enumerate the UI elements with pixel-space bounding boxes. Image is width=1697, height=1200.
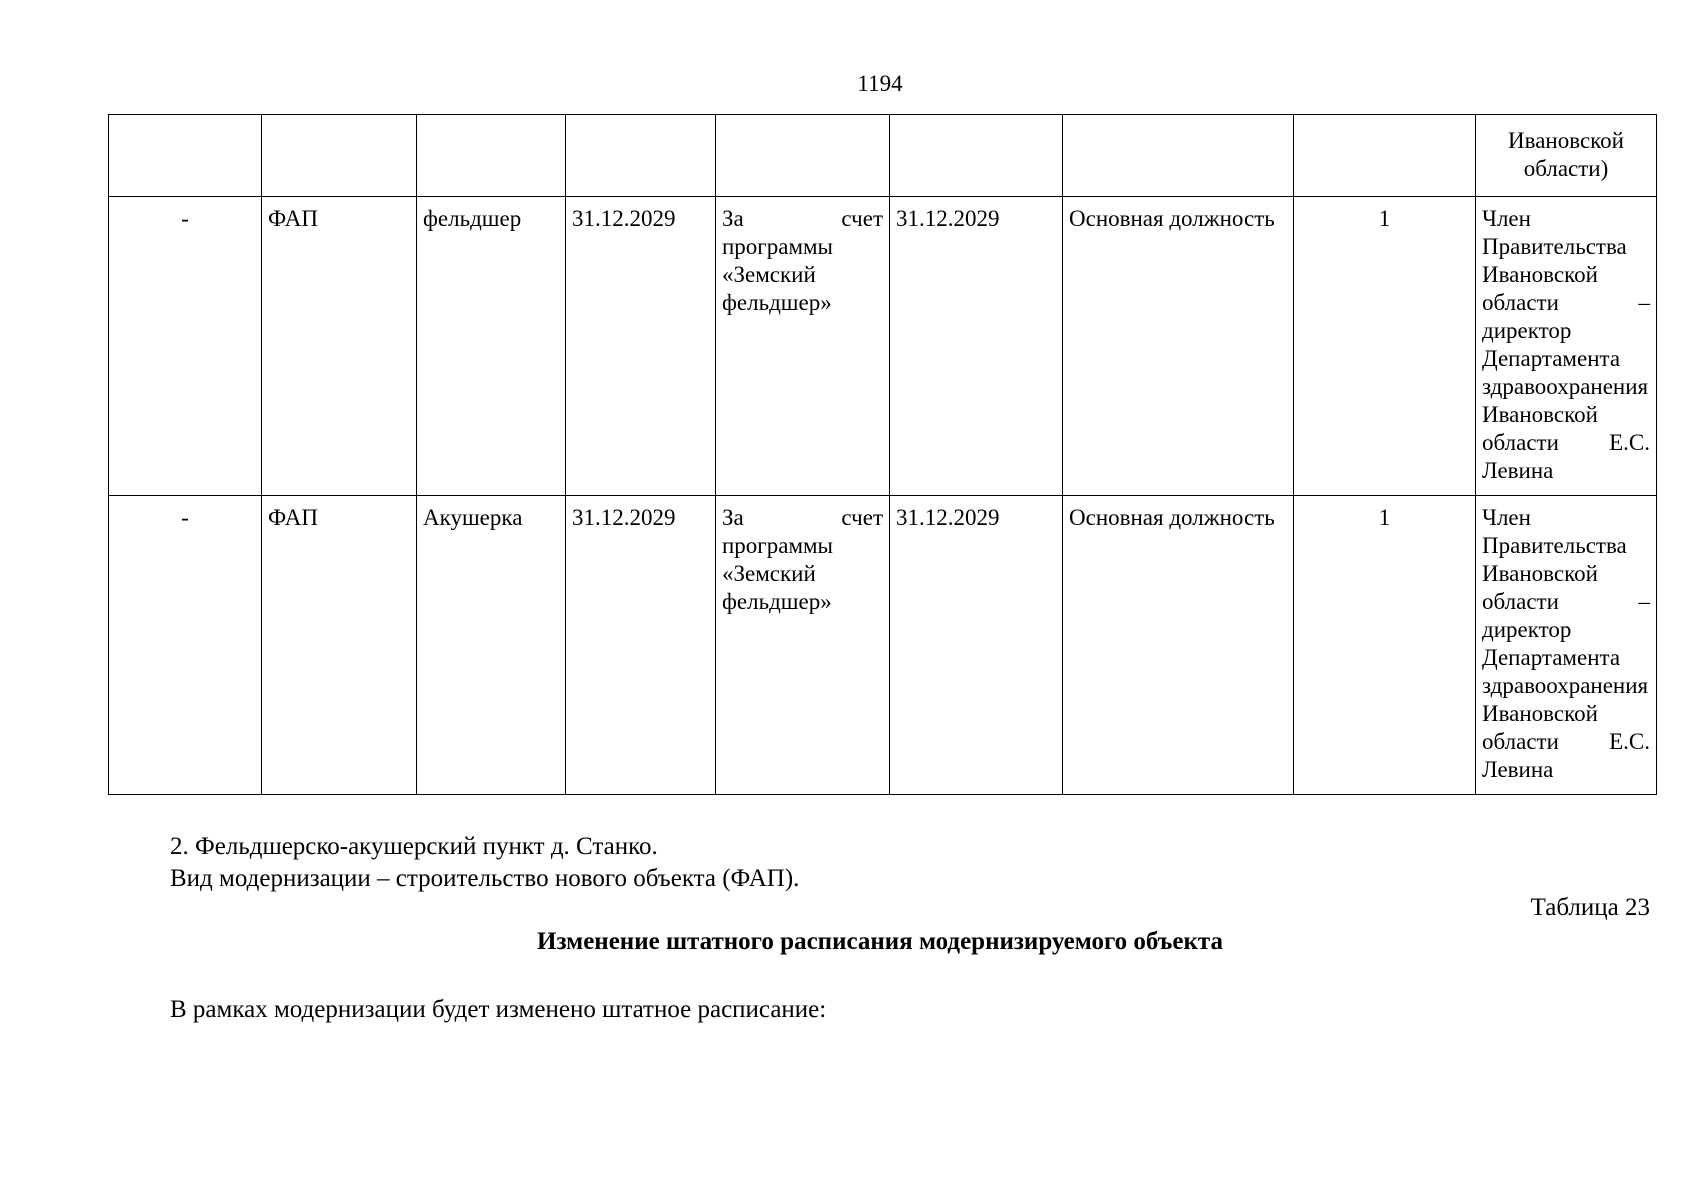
object-cell: ФАП — [262, 496, 417, 795]
date-cell: 31.12.2029 — [890, 496, 1063, 795]
employment-type-cell: Основная должность — [1063, 197, 1294, 496]
table-row — [109, 496, 1657, 795]
date-cell: 31.12.2029 — [566, 496, 716, 795]
funding-cell: За счет программы «Земский фельдшер» — [716, 496, 890, 795]
count-cell: 1 — [1294, 197, 1476, 496]
approver-cell: Член Правительства Ивановской области – директор Департамента здравоохранения Ивановской области Е.С. Левина — [1476, 496, 1657, 795]
table-cell — [1063, 115, 1294, 197]
table-cell — [262, 115, 417, 197]
section-heading: Изменение штатного расписания модернизируемого объекта — [537, 928, 1223, 955]
position-cell: фельдшер — [417, 197, 566, 496]
date-cell: 31.12.2029 — [890, 197, 1063, 496]
table-label: Таблица 23 — [1530, 894, 1650, 921]
approver-cell: Ивановской области) — [1476, 115, 1657, 197]
position-cell: Акушерка — [417, 496, 566, 795]
staffing-table — [108, 114, 1657, 795]
table-cell — [1294, 115, 1476, 197]
intro-text: В рамках модернизации будет изменено штатное расписание: — [170, 996, 827, 1023]
table-cell — [109, 115, 262, 197]
item-title: 2. Фельдшерско-акушерский пункт д. Станко. — [170, 833, 658, 860]
table-cell — [417, 115, 566, 197]
funding-cell: За счет программы «Земский фельдшер» — [716, 197, 890, 496]
object-cell: ФАП — [262, 197, 417, 496]
count-cell: 1 — [1294, 496, 1476, 795]
table-cell — [716, 115, 890, 197]
table-row — [109, 197, 1657, 496]
date-cell: 31.12.2029 — [566, 197, 716, 496]
modernization-type: Вид модернизации – строительство нового объекта (ФАП). — [170, 865, 800, 892]
number-cell: - — [109, 496, 262, 795]
table-row-continuation — [109, 115, 1657, 197]
number-cell: - — [109, 197, 262, 496]
table-cell — [890, 115, 1063, 197]
page-number: 1194 — [857, 71, 903, 96]
table-cell — [566, 115, 716, 197]
approver-cell: Член Правительства Ивановской области – директор Департамента здравоохранения Ивановской области Е.С. Левина — [1476, 197, 1657, 496]
employment-type-cell: Основная должность — [1063, 496, 1294, 795]
